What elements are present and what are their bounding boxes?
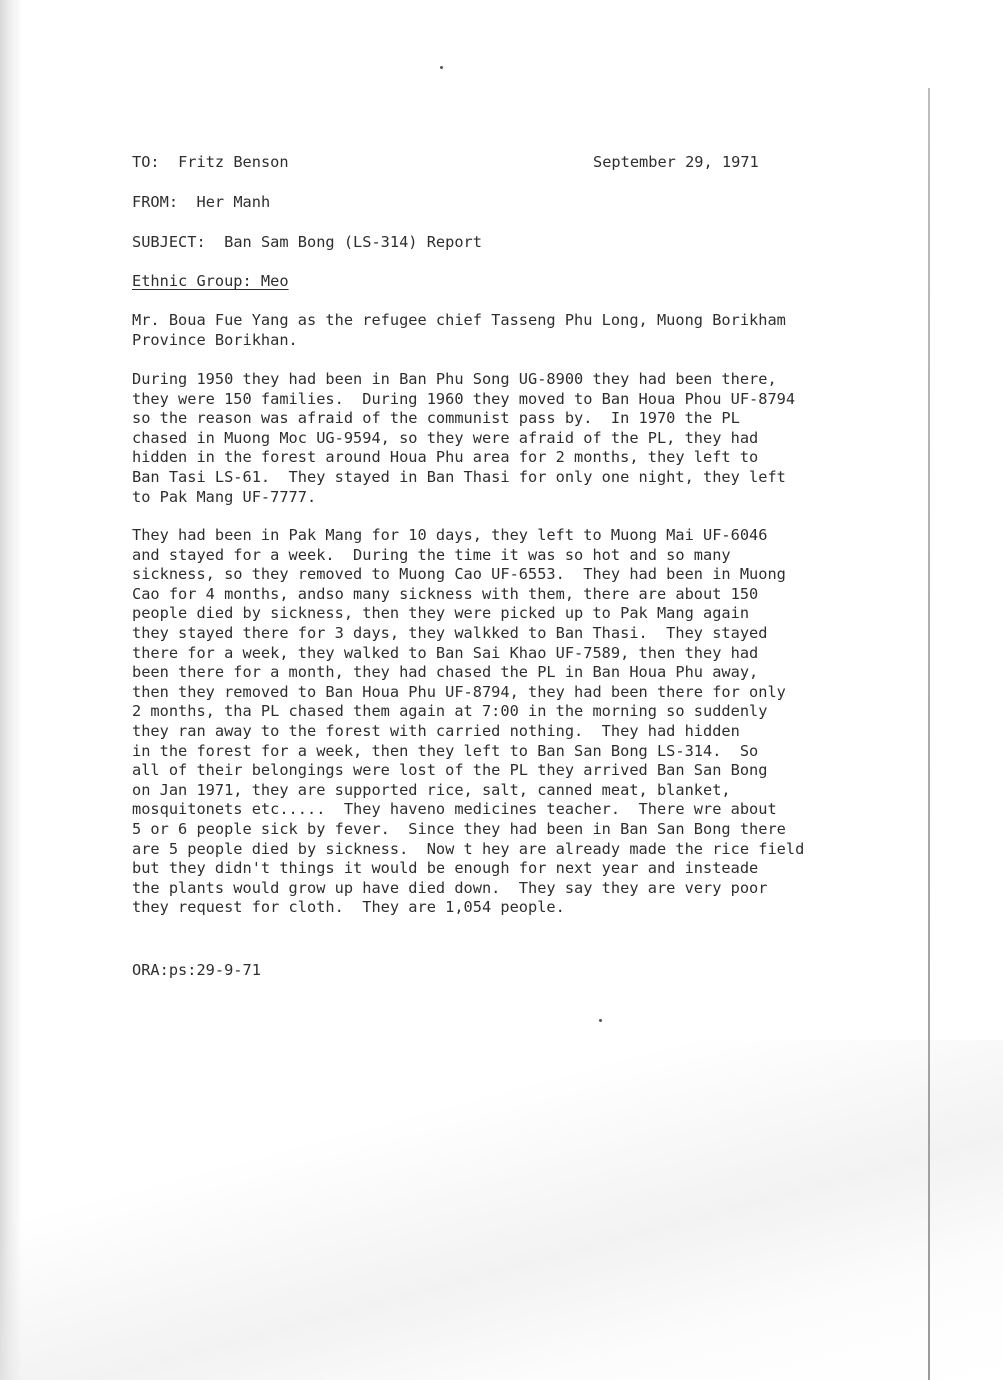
memo-date: September 29, 1971 [593,153,759,171]
paragraph-line: Ban Tasi LS-61. They stayed in Ban Thasi for only one night, they left [132,467,786,486]
scan-speck [440,66,443,69]
paragraph-line: and stayed for a week. During the time it was so hot and so many [132,545,731,564]
history-paragraph-one [132,370,852,507]
reference-initials: ORA:ps:29-9-71 [132,961,261,979]
paragraph-line: to Pak Mang UF-7777. [132,487,317,506]
paragraph-line: Cao for 4 months, andso many sickness with them, there are about 150 [132,584,759,603]
paragraph-line: are 5 people died by sickness. Now t hey are already made the rice field [132,839,805,858]
from-name: Her Manh [196,193,271,211]
intro-paragraph [132,311,852,350]
subject-label: SUBJECT: [132,233,206,251]
paragraph-line: mosquitonets etc..... They haveno medicines teacher. There wre about [132,800,777,819]
paragraph-line: Province Borikhan. [132,330,298,349]
paragraph-line: 5 or 6 people sick by fever. Since they had been in Ban San Bong there [132,819,786,838]
paragraph-line: then they removed to Ban Houa Phu UF-8794, they had been there for only [132,682,786,701]
paragraph-line: hidden in the forest around Houa Phu area for 2 months, they left to [132,448,759,467]
paragraph-line: they stayed there for 3 days, they walkked to Ban Thasi. They stayed [132,623,768,642]
paragraph-line: the plants would grow up have died down. They say they are very poor [132,878,768,897]
paragraph-line: they request for cloth. They are 1,054 people. [132,898,565,917]
paragraph-line: on Jan 1971, they are supported rice, salt, canned meat, blanket, [132,780,731,799]
paragraph-line: During 1950 they had been in Ban Phu Song UG-8900 they had been there, [132,370,777,388]
paragraph-line: chased in Muong Moc UG-9594, so they were afraid of the PL, they had [132,428,759,447]
paragraph-line: They had been in Pak Mang for 10 days, they left to Muong Mai UF-6046 [132,526,768,544]
paragraph-line: sickness, so they removed to Muong Cao UF-6553. They had been in Muong [132,565,786,584]
page-edge-line [928,88,930,1380]
paragraph-line: Mr. Boua Fue Yang as the refugee chief Tasseng Phu Long, Muong Borikham [132,311,786,329]
paragraph-line: in the forest for a week, then they left to Ban San Bong LS-314. So [132,741,759,760]
to-label: TO: [132,153,160,171]
paragraph-line: there for a week, they walked to Ban Sai Khao UF-7589, then they had [132,643,759,662]
paragraph-line: people died by sickness, then they were picked up to Pak Mang again [132,604,750,623]
paragraph-line: but they didn't things it would be enough for next year and insteade [132,859,759,878]
ethnic-group-heading: Ethnic Group: Meo [132,272,289,290]
from-label: FROM: [132,193,179,211]
history-paragraph-two [132,526,852,918]
scan-speck [599,1019,602,1022]
memo-subject-line [132,232,482,252]
paper-fold-shadow [0,1040,1003,1380]
paragraph-line: been there for a month, they had chased the PL in Ban Houa Phu away, [132,663,759,682]
subject-text: Ban Sam Bong (LS-314) Report [224,233,482,251]
paragraph-line: so the reason was afraid of the communist pass by. In 1970 the PL [132,409,740,428]
paragraph-line: 2 months, tha PL chased them again at 7:00 in the morning so suddenly [132,702,768,721]
paragraph-line: all of their belongings were lost of the PL they arrived Ban San Bong [132,761,768,780]
memo-to-line [132,152,289,172]
paragraph-line: they were 150 families. During 1960 they moved to Ban Houa Phou UF-8794 [132,389,796,408]
memo-from-line [132,192,270,212]
paragraph-line: they ran away to the forest with carried nothing. They had hidden [132,721,740,740]
to-name: Fritz Benson [178,153,289,171]
